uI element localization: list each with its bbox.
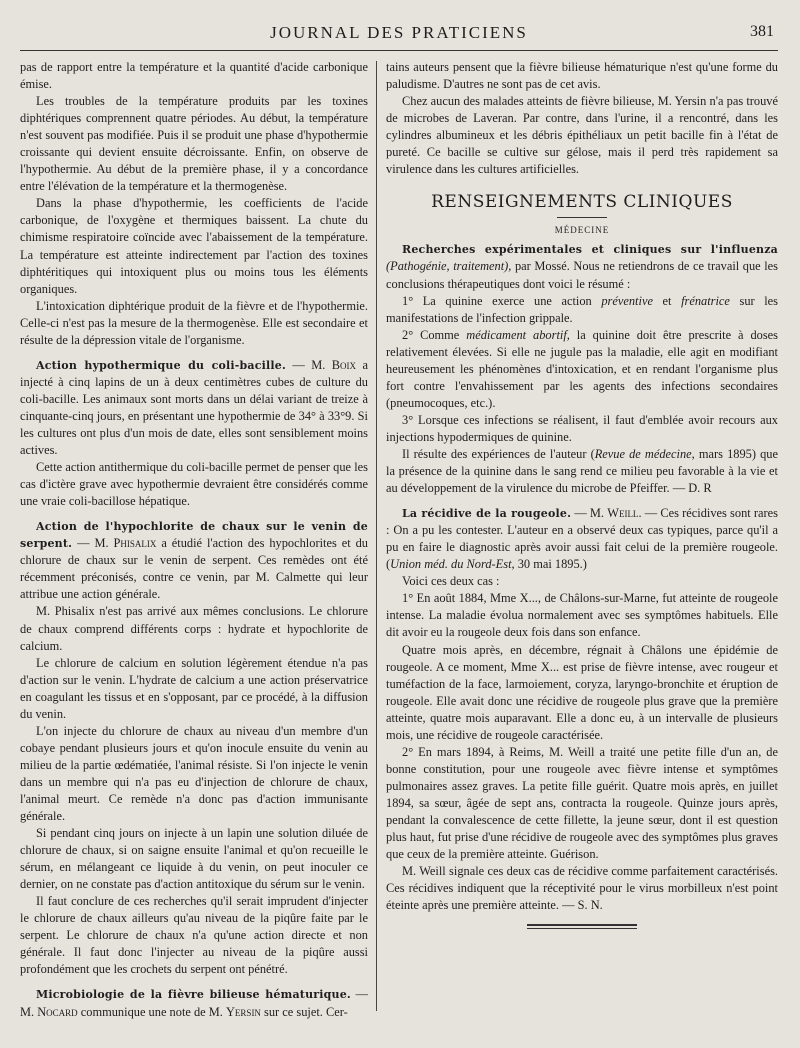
text: 2° Comme <box>402 327 467 342</box>
text: 1° La quinine exerce une action <box>402 293 602 308</box>
section-text: communique une note de M. <box>77 1004 226 1019</box>
text: et <box>652 293 682 308</box>
section-text: sur ce sujet. Cer- <box>260 1004 348 1019</box>
paragraph: M. Weill signale ces deux cas de récidive comme parfaitement caractérisés. Ces récidives indiquent que la réceptivité pour le virus morbilleux n'est point éteinte après une première atteinte. — S. N. <box>386 864 778 913</box>
paragraph: Le chlorure de calcium en solution légèrement étendue n'a pas d'action sur le venin. L'hydrate de calcium a une action préservatrice en coagulant les tissus et en s'opposant, par ce procédé, à la diffusion du venin. <box>20 655 368 721</box>
dash: — M. <box>571 506 608 521</box>
right-column <box>386 59 778 931</box>
section-text: par Mossé. Nous ne retiendrons de ce travail que les conclusions thérapeutiques dont voici le résumé : <box>386 259 779 291</box>
paragraph: tains auteurs pensent que la fièvre bilieuse hématurique n'est qu'une forme du paludisme. D'autres ne sont pas de cet avis. <box>386 60 778 92</box>
italic-text: médicament abortif, <box>466 327 570 342</box>
section-text: a étudié l'action des hypochlorites et du chlorure de chaux sur le venin de serpent. Ces remèdes ont été récemment préconisés, contre ce venin, par M. Calmette qui leur attribue une action générale. <box>20 536 368 602</box>
paragraph: Dans la phase d'hypothermie, les coefficients de l'acide carbonique, de l'oxygène et thermiques baissent. La chute du chimisme respiratoire coïncide avec l'abaissement de la température. La température est atteinte indirectement par l'action des toxines diphtéritiques qui intoxiquent plus ou moins tous les éléments organiques. <box>20 196 368 296</box>
author-name: Yersin <box>225 1004 261 1019</box>
section-microbiologie <box>20 986 368 1020</box>
left-column <box>20 59 368 1021</box>
section-text: 30 mai 1895.) <box>514 557 587 572</box>
paragraph: Si pendant cinq jours on injecte à un lapin une solution diluée de chlorure de chaux, si on saigne ensuite l'animal et qu'on recueille le sérum, en mélangeant ce liquide à du venin, on peut inoculer ce dernier, on ne constate pas d'action antitoxique du sérum sur le venin. <box>20 826 368 892</box>
section-coli-bacille <box>20 357 368 459</box>
paragraph: 3° Lorsque ces infections se réalisent, il faut d'emblée avoir recours aux injections hypodermiques de quinine. <box>386 412 778 444</box>
author-name: Phisalix <box>113 536 157 551</box>
paragraph: 2° En mars 1894, à Reims, M. Weill a traité une petite fille d'un an, de bonne constitution, pour une rougeole avec fièvre intense et symptômes pulmonaires assez graves. La petite fille guérit. Quatre mois après, en juillet 1894, sa sœur, âgée de sept ans, contracta la rougeole. Quinze jours après, pendant la convalescence de cette fillette, la jeune sœur, dont il est question plus haut, fut prise d'une récidive de rougeole avec des symptômes plus graves que ceux de la première atteinte. Guérison. <box>386 744 778 862</box>
paragraph: Quatre mois après, en décembre, régnait à Châlons une épidémie de rougeole. A ce moment, Mme X... est prise de fièvre intense, avec rougeur et tuméfaction de la face, larmoiement, coryza, laryngo-bronchite et éruption de rougeole. Elle avait donc une récidive de rougeole plus grave que la première atteinte, quatre mois auparavant. Elle a donc eu, à un intervalle de plusieurs mois, une récidive de rougeole caractérisée. <box>386 642 778 742</box>
paragraph: Cette action antithermique du coli-bacille permet de penser que les cas d'ictère grave avec hypothermie devraient être considérés comme une vraie coli-bacillose hépatique. <box>20 460 368 509</box>
italic-text: Revue de médecine, <box>594 446 695 461</box>
text: la quinine doit être prescrite à doses relativement élevées. Si elle ne jugule pas la maladie, elle agit en modifiant heureusement les phénomènes d'intoxication, et en rendant l'organisme plus fort contre l'envahissement par les agents des infections secondaires (pneumocoques, etc.). <box>386 327 778 410</box>
section-heading: RENSEIGNEMENTS CLINIQUES <box>431 192 733 213</box>
text: Il résulte des expériences de l'auteur ( <box>402 446 595 461</box>
paragraph: Chez aucun des malades atteints de fièvre bilieuse, M. Yersin n'a pas trouvé de microbes de Laveran. Par contre, dans l'urine, il a rencontré, dans les cylindres albumineux et les débris épithéliaux un petit bacille fin à l'état de pureté. Ce bacille se cultive sur gélose, mais il perd très rapidement sa virulence dans les cultures artificielles. <box>386 94 778 177</box>
subsection-label: MÉDECINE <box>554 225 610 236</box>
section-hypochlorite <box>20 518 368 603</box>
italic-text: frénatrice <box>681 293 730 308</box>
paragraph: Voici ces deux cas : <box>402 574 500 589</box>
paragraph <box>386 446 778 497</box>
paragraph: L'on injecte du chlorure de chaux au niveau d'un membre d'un cobaye pendant plusieurs jours et qu'on inocule ensuite du venin au milieu de la partie œdématiée, l'animal résiste. Si l'on injecte le venin dans un membre qui n'a pas eu d'injection de chlorure de chaux, l'animal meurt. Ce remède n'a donc pas d'action immunisante générale. <box>20 723 368 824</box>
paragraph: Il faut conclure de ces recherches qu'il serait imprudent d'injecter le chlorure de chaux ailleurs qu'au niveau de la piqûre faite par le serpent. Le chlorure de chaux n'a qu'une action directe et non générale. Il faut donc l'injecter au niveau de la piqûre aussi profondément que les crochets du serpent ont pénétré. <box>20 894 368 977</box>
end-rule <box>527 924 637 929</box>
dash: — M. <box>286 357 332 372</box>
italic-text: préventive <box>601 293 653 308</box>
section-title: La récidive de la rougeole. <box>402 507 572 521</box>
paragraph: 1° En août 1884, Mme X..., de Châlons-sur-Marne, fut atteinte de rougeole intense. La maladie évolua normalement avec ses symptômes habituels. Elle dit avoir eu la rougeole deux fois dans son enfance. <box>386 591 778 640</box>
author-name: Weill <box>607 506 639 521</box>
italic-text: (Pathogénie, traitement), <box>386 259 512 274</box>
journal-title: JOURNAL DES PRATICIENS <box>270 23 528 42</box>
italic-text: Union méd. du Nord-Est, <box>390 557 515 572</box>
column-divider <box>376 61 377 1011</box>
page-header <box>20 20 778 51</box>
section-text: a injecté à cinq lapins de un à deux centimètres cubes de culture du coli-bacille. Les animaux sont morts dans un délai variant de treize à cinquante-cinq jours, en présentant une hypothermie de 34° à 33°9. Si les cultures ont plus d'un mois de date, elles sont sensiblement moins actives. <box>20 357 368 458</box>
section-influenza <box>386 241 778 292</box>
author-name: Nocard <box>37 1004 78 1019</box>
section-title: Action hypothermique du coli-bacille. <box>36 358 287 372</box>
section-rougeole <box>386 505 778 573</box>
paragraph <box>386 293 778 327</box>
paragraph: pas de rapport entre la température et la quantité d'acide carbonique émise. <box>20 60 368 92</box>
section-title: Recherches expérimentales et cliniques sur l'influenza <box>402 243 778 257</box>
section-text: . — Ces récidives sont rares : On a pu les contester. L'auteur en a observé deux cas typiques, parce qu'il a pu en faire le diagnostic après avoir aussi fait celui de la première rougeole. ( <box>386 506 778 572</box>
author-name: Boix <box>331 357 357 372</box>
section-title: Microbiologie de la fièvre bilieuse hématurique. <box>36 988 351 1002</box>
paragraph: Les troubles de la température produits par les toxines diphtériques comprennent quatre périodes. Au début, la température n'est souvent pas modifiée. Puis il se produit une phase d'hypothermie croissante qui devient ensuite décroissante. Enfin, on observe de l'hypothermie. Au début de la première phase, il y a concordance entre l'élévation de la température et la thermogenèse. <box>20 94 368 194</box>
dash: — M. <box>20 987 368 1019</box>
dash: — M. <box>72 536 114 551</box>
heading-rule <box>557 217 607 218</box>
text: sur les manifestations de l'infection grippale. <box>386 293 778 325</box>
section-title: Action de l'hypochlorite de chaux sur le venin de serpent. <box>20 520 368 551</box>
paragraph: L'intoxication diphtérique produit de la fièvre et de l'hypothermie. Celle-ci n'est pas la mesure de la thermogenèse. Elle est secondaire et résulte de la dépression vitale de l'organisme. <box>20 298 368 347</box>
paragraph <box>386 327 778 412</box>
text: mars 1895) que la présence de la quinine dans le sang rend ce milieu peu favorable à la vie et au développement de la virulence du microbe de Pfeiffer. — D. R <box>386 446 778 496</box>
page-number: 381 <box>750 23 774 40</box>
paragraph: M. Phisalix n'est pas arrivé aux mêmes conclusions. Le chlorure de chaux comprend différents corps : hydrate et hypochlorite de calcium. <box>20 604 368 653</box>
